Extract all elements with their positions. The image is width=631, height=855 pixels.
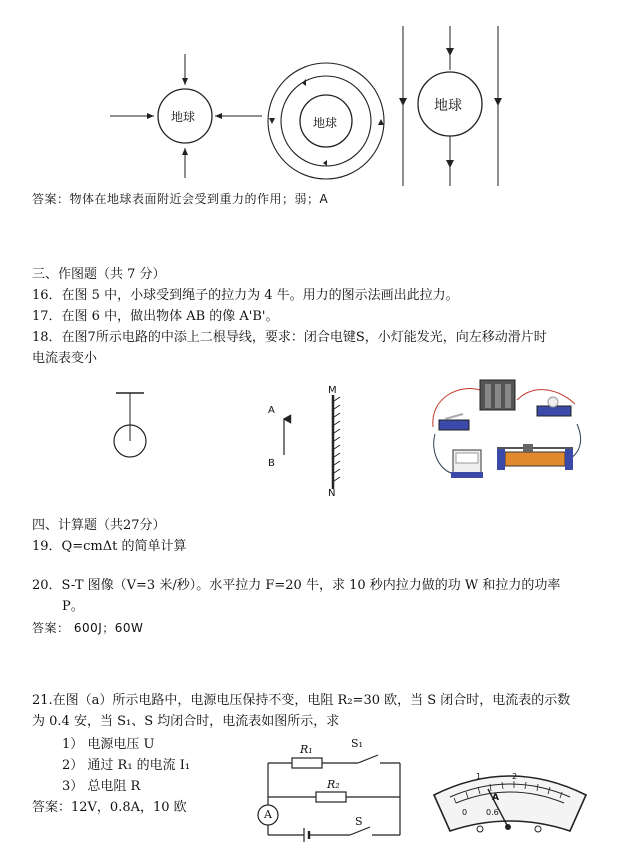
question-21-sub3: 3） 总电阻 R	[62, 779, 141, 794]
label-R1: R₁	[300, 743, 313, 756]
label-S1: S₁	[351, 737, 363, 750]
rheostat-device	[497, 444, 573, 470]
top-answer: 答案：物体在地球表面附近会受到重力的作用；弱；A	[32, 192, 329, 206]
ammeter-symbol-label: A	[264, 808, 272, 821]
dial-top-2: 2	[512, 772, 518, 781]
question-18-line2: 电流表变小	[32, 351, 98, 366]
question-20-line1: 20．S-T 图像（V=3 米/秒）。水平拉力 F=20 牛，求 10 秒内拉力做的功 W 和拉力的功率	[32, 578, 561, 593]
question-20-line2: P。	[62, 599, 84, 614]
label-N: N	[328, 488, 336, 499]
question-18-line1: 18．在图7所示电路的中添上二根导线，要求：闭合电键S，小灯能发光，向左移动滑片时	[32, 330, 547, 345]
dial-bottom-0: 0	[462, 808, 468, 817]
label-B: B	[268, 458, 275, 469]
question-21-sub1: 1） 电源电压 U	[62, 737, 155, 752]
earth-label-3: 地球	[434, 98, 462, 114]
earth-label-1: 地球	[171, 110, 196, 124]
question-21-answer: 答案：12V，0.8A，10 欧	[32, 800, 187, 815]
earth-label-2: 地球	[313, 116, 338, 130]
question-20-answer: 答案： 600J；60W	[32, 621, 144, 635]
question-17: 17．在图 6 中，做出物体 AB 的像 A'B'。	[32, 309, 279, 324]
bulb-right	[537, 397, 571, 416]
dial-unit: A	[492, 793, 499, 803]
ammeter-device	[451, 450, 483, 478]
label-A: A	[268, 405, 275, 416]
pendulum-figure	[100, 385, 170, 475]
label-M: M	[328, 385, 337, 396]
mirror-figure	[260, 385, 350, 500]
battery-box	[480, 380, 515, 410]
question-16: 16．在图 5 中，小球受到绳子的拉力为 4 牛。用力的图示法画出此拉力。	[32, 288, 459, 303]
label-S: S	[355, 815, 363, 828]
label-R2: R₂	[327, 778, 340, 791]
switch-left	[439, 414, 469, 430]
dial-bottom-06: 0.6	[486, 808, 499, 817]
section3-heading: 三、作图题（共 7 分）	[32, 267, 166, 282]
question-21-line2: 为 0.4 安，当 S₁、S 均闭合时，电流表如图所示，求	[32, 714, 340, 729]
ammeter-dial-figure	[428, 765, 593, 845]
section4-heading: 四、计算题（共27分）	[32, 518, 166, 533]
question-19: 19．Q=cmΔt 的简单计算	[32, 539, 187, 554]
dial-top-1: 1	[476, 772, 482, 781]
question-21-line1: 21.在图（a）所示电路中，电源电压保持不变，电阻 R₂=30 欧，当 S 闭合时，电流表的示数	[32, 693, 571, 708]
earth-gravity-figures	[0, 0, 631, 195]
circuit-components-figure	[425, 372, 590, 492]
question-21-sub2: 2） 通过 R₁ 的电流 I₁	[62, 758, 191, 773]
